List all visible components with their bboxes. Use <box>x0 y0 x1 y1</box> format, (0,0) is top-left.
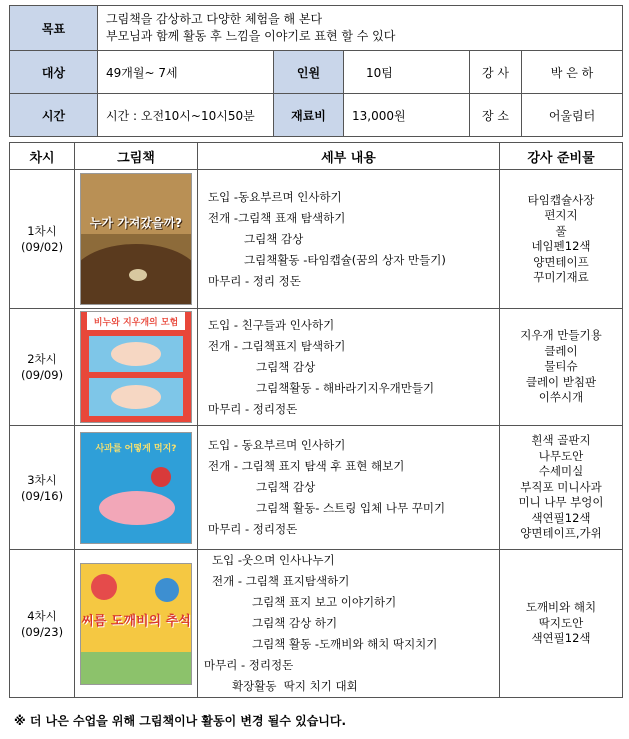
session-number: 4차시 <box>27 608 57 623</box>
target-label: 대상 <box>10 51 98 94</box>
footnote: ※ 더 나은 수업을 위해 그림책이나 활동이 변경 될수 있습니다. <box>14 714 347 728</box>
header-details: 세부 내용 <box>198 143 500 170</box>
program-info-table <box>9 5 623 137</box>
prep-item: 지우개 만들기용 <box>520 328 602 343</box>
detail-line: 그림책 활동 -도깨비와 해치 딱지치기 <box>252 637 438 651</box>
detail-line: 그림책 감상 하기 <box>252 616 338 630</box>
session-number: 3차시 <box>27 472 57 487</box>
book-cell <box>75 170 198 309</box>
detail-line: 전개 -그림책 표재 탐색하기 <box>208 210 346 225</box>
detail-line: 확장활동 딱지 치기 대회 <box>232 679 358 693</box>
session-date: (09/09) <box>20 368 64 382</box>
fee-label: 재료비 <box>274 94 344 137</box>
prep-item: 부직포 미니사과 <box>520 479 602 494</box>
detail-line: 그림책활동 - 해바라기지우개만들기 <box>256 380 435 395</box>
book-title: 비누와 지우개의 모험 <box>93 318 179 328</box>
goal-line: 그림책을 감상하고 다양한 체험을 해 본다 <box>106 12 323 26</box>
table-row <box>10 426 623 550</box>
cover-character <box>111 342 161 366</box>
prep-item: 딱지도안 <box>538 615 584 630</box>
prep-cell <box>500 550 623 698</box>
prep-cell <box>500 426 623 550</box>
detail-line: 그림책 표지 보고 이야기하기 <box>252 595 397 609</box>
session-cell <box>10 170 75 309</box>
table-row <box>10 550 623 698</box>
detail-line: 전개 - 그림책표지 탐색하기 <box>208 338 346 353</box>
goal-label: 목표 <box>10 6 98 51</box>
header-prep: 강사 준비물 <box>500 143 623 170</box>
prep-item: 이쑤시개 <box>538 390 584 405</box>
schedule-table <box>9 142 623 698</box>
book-cover-image <box>80 311 192 423</box>
book-cover-image <box>80 432 192 544</box>
prep-item: 미니 나무 부엉이 <box>518 495 604 510</box>
prep-item: 타임캡슐사장 <box>527 192 595 207</box>
detail-line: 마무리 - 정리정돈 <box>208 401 298 416</box>
detail-line: 도입 -동요부르며 인사하기 <box>208 189 342 204</box>
session-date: (09/16) <box>20 488 64 503</box>
prep-item: 나무도안 <box>538 448 584 463</box>
time-value: 시간 : 오전10시~10시50분 <box>98 94 274 137</box>
teacher-label: 강 사 <box>470 51 522 94</box>
detail-line: 전개 - 그림책 표지 탐색 후 표현 해보기 <box>208 459 405 473</box>
table-row <box>10 309 623 426</box>
table-row <box>10 170 623 309</box>
prep-item: 수세미실 <box>538 464 584 479</box>
detail-line: 마무리 - 정리 정돈 <box>208 273 301 288</box>
people-value: 10팀 <box>344 51 470 94</box>
prep-item: 양면테이프 <box>533 254 589 269</box>
detail-line: 도입 - 동요부르며 인사하기 <box>208 438 346 452</box>
prep-item: 꾸미기재료 <box>533 270 589 284</box>
book-cover-image <box>80 173 192 305</box>
header-session: 차시 <box>10 143 75 170</box>
detail-line: 그림책 감상 <box>244 231 304 246</box>
prep-item: 네임펜12색 <box>531 239 591 253</box>
book-cell <box>75 550 198 698</box>
detail-line: 도입 -웃으며 인사나누기 <box>212 553 335 567</box>
prep-item: 색연필12색 <box>531 631 591 646</box>
details-cell <box>198 426 500 550</box>
prep-item: 물티슈 <box>544 359 578 374</box>
prep-item: 클레이 <box>544 343 578 358</box>
detail-line: 마무리 - 정리정돈 <box>204 658 294 672</box>
prep-item: 양면테이프,가위 <box>520 526 602 541</box>
details-cell <box>198 170 500 309</box>
header-book: 그림책 <box>75 143 198 170</box>
cover-character <box>99 491 175 525</box>
prep-item: 흰색 골판지 <box>531 433 591 448</box>
prep-cell <box>500 309 623 426</box>
prep-item: 색연필12색 <box>531 510 591 525</box>
detail-line: 마무리 - 정리정돈 <box>208 522 298 536</box>
book-title: 누가 가져갔을까? <box>89 216 183 230</box>
cover-apple <box>151 467 171 487</box>
session-number: 2차시 <box>27 352 57 366</box>
book-cell <box>75 309 198 426</box>
prep-item: 풀 <box>555 223 567 238</box>
place-value: 어울림터 <box>522 94 623 137</box>
book-title: 사과를 어떻게 먹지? <box>95 443 177 454</box>
session-date: (09/23) <box>20 624 64 639</box>
target-value: 49개월~ 7세 <box>98 51 274 94</box>
cover-character <box>91 574 117 600</box>
detail-line: 그림책활동 -타임캡슐(꿈의 상자 만들기) <box>244 252 446 267</box>
detail-line: 그림책 감상 <box>256 480 316 494</box>
place-label: 장 소 <box>470 94 522 137</box>
session-date: (09/02) <box>20 240 64 254</box>
session-number: 1차시 <box>27 224 57 238</box>
goal-line: 부모님과 함께 활동 후 느낌을 이야기로 표현 할 수 있다 <box>106 29 396 43</box>
detail-line: 그림책 활동- 스트링 입체 나무 꾸미기 <box>256 501 446 515</box>
session-cell <box>10 309 75 426</box>
details-cell <box>198 309 500 426</box>
cover-ground <box>81 652 191 684</box>
session-cell <box>10 426 75 550</box>
prep-item: 도깨비와 해치 <box>525 600 597 615</box>
fee-value: 13,000원 <box>344 94 470 137</box>
cover-character <box>129 269 147 281</box>
book-cell <box>75 426 198 550</box>
book-cover-image <box>80 563 192 685</box>
teacher-value: 박 은 하 <box>522 51 623 94</box>
book-title: 씨름 도깨비의 추석 <box>81 613 191 629</box>
prep-item: 클레이 받침판 <box>525 374 597 389</box>
cover-character <box>155 578 179 602</box>
prep-cell <box>500 170 623 309</box>
detail-line: 전개 - 그림책 표지탐색하기 <box>212 574 350 588</box>
goal-value <box>98 6 623 51</box>
cover-character <box>111 385 161 409</box>
detail-line: 그림책 감상 <box>256 359 316 374</box>
people-label: 인원 <box>274 51 344 94</box>
details-cell <box>198 550 500 698</box>
detail-line: 도입 - 친구들과 인사하기 <box>208 317 335 332</box>
prep-item: 편지지 <box>544 208 578 222</box>
time-label: 시간 <box>10 94 98 137</box>
session-cell <box>10 550 75 698</box>
